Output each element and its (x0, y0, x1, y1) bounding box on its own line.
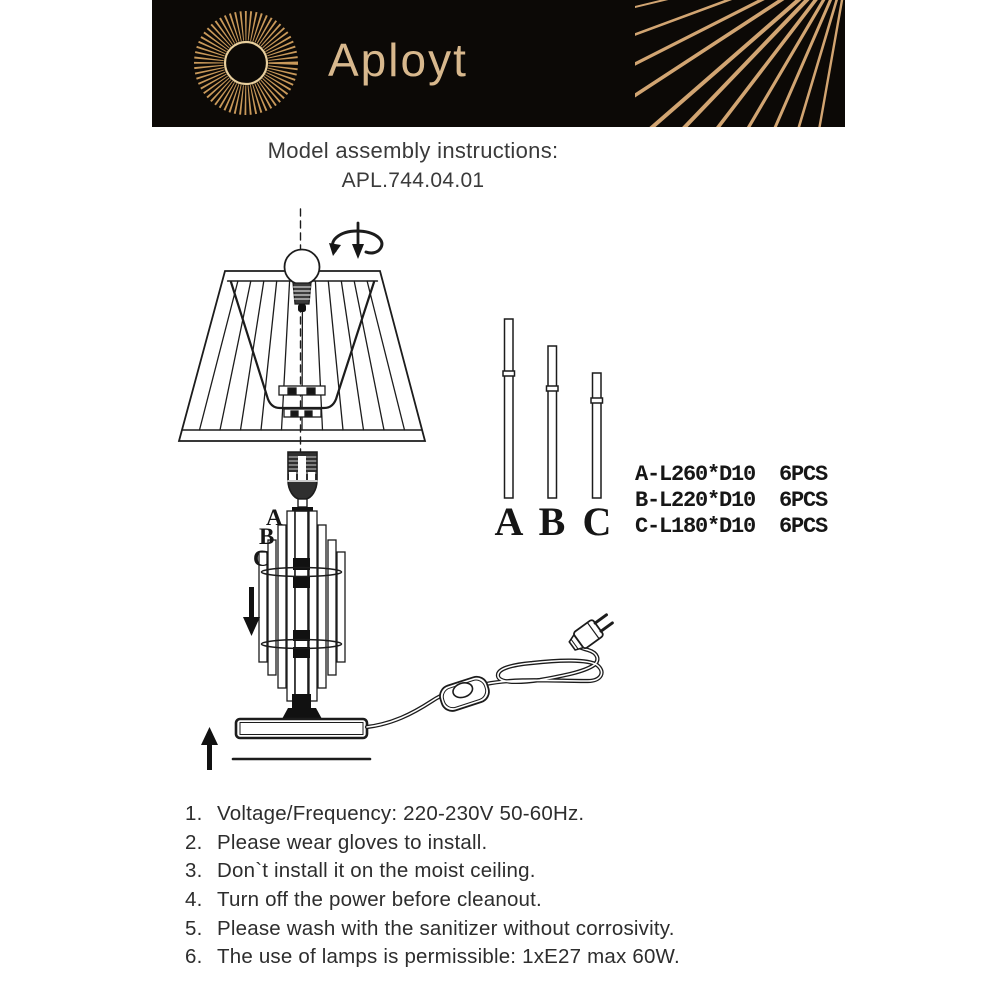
list-item (185, 886, 680, 915)
item-text: Turn off the power before cleanout. (217, 888, 542, 912)
rod-a (503, 319, 515, 498)
item-number: 5. (185, 916, 203, 940)
spec-line-a: A-L260*D10 6PCS (635, 462, 828, 487)
rod-label-a: A (494, 499, 524, 544)
page-title: Model assembly instructions: (267, 138, 559, 163)
rotation-arrow-icon (329, 223, 382, 259)
item-text: Voltage/Frequency: 220-230V 50-60Hz. (217, 802, 585, 826)
title-block (113, 138, 713, 193)
cluster-label-b: B (259, 524, 275, 549)
brand-wordmark: Aployt (328, 34, 468, 86)
rod-label-c: C (582, 499, 612, 544)
item-text: Please wear gloves to install. (217, 830, 488, 854)
list-item (185, 800, 680, 829)
rod-c (591, 373, 603, 498)
cluster-label-c: C (253, 546, 270, 571)
model-number: APL.744.04.01 (341, 169, 485, 192)
item-number: 1. (185, 802, 203, 826)
base (236, 719, 367, 738)
up-arrow-icon (201, 727, 218, 770)
list-item (185, 857, 680, 886)
rod-b (547, 346, 559, 498)
list-item (185, 829, 680, 858)
instruction-list (185, 800, 680, 972)
spec-lines (635, 462, 828, 539)
list-item (185, 943, 680, 972)
socket (288, 452, 317, 516)
item-number: 3. (185, 859, 203, 883)
assembly-diagram (150, 200, 850, 780)
item-number: 6. (185, 945, 203, 969)
cluster-label-a: A (266, 505, 283, 530)
rod-label-b: B (538, 499, 566, 544)
brand-header (152, 0, 845, 127)
down-arrow-icon (243, 587, 260, 636)
item-text: Don`t install it on the moist ceiling. (217, 859, 536, 883)
power-plug (566, 611, 615, 654)
spec-line-b: B-L220*D10 6PCS (635, 488, 828, 513)
item-number: 4. (185, 888, 203, 912)
rod-labels (495, 499, 612, 544)
sunburst-logo-icon (186, 2, 306, 124)
item-text: Please wash with the sanitizer without corrosivity. (217, 916, 675, 940)
spec-line-c: C-L180*D10 6PCS (635, 514, 828, 539)
list-item (185, 914, 680, 943)
rays-decoration-icon (635, 0, 845, 127)
item-number: 2. (185, 830, 203, 854)
inline-switch (437, 674, 492, 714)
item-text: The use of lamps is permissible: 1xE27 max 60W. (217, 945, 680, 969)
